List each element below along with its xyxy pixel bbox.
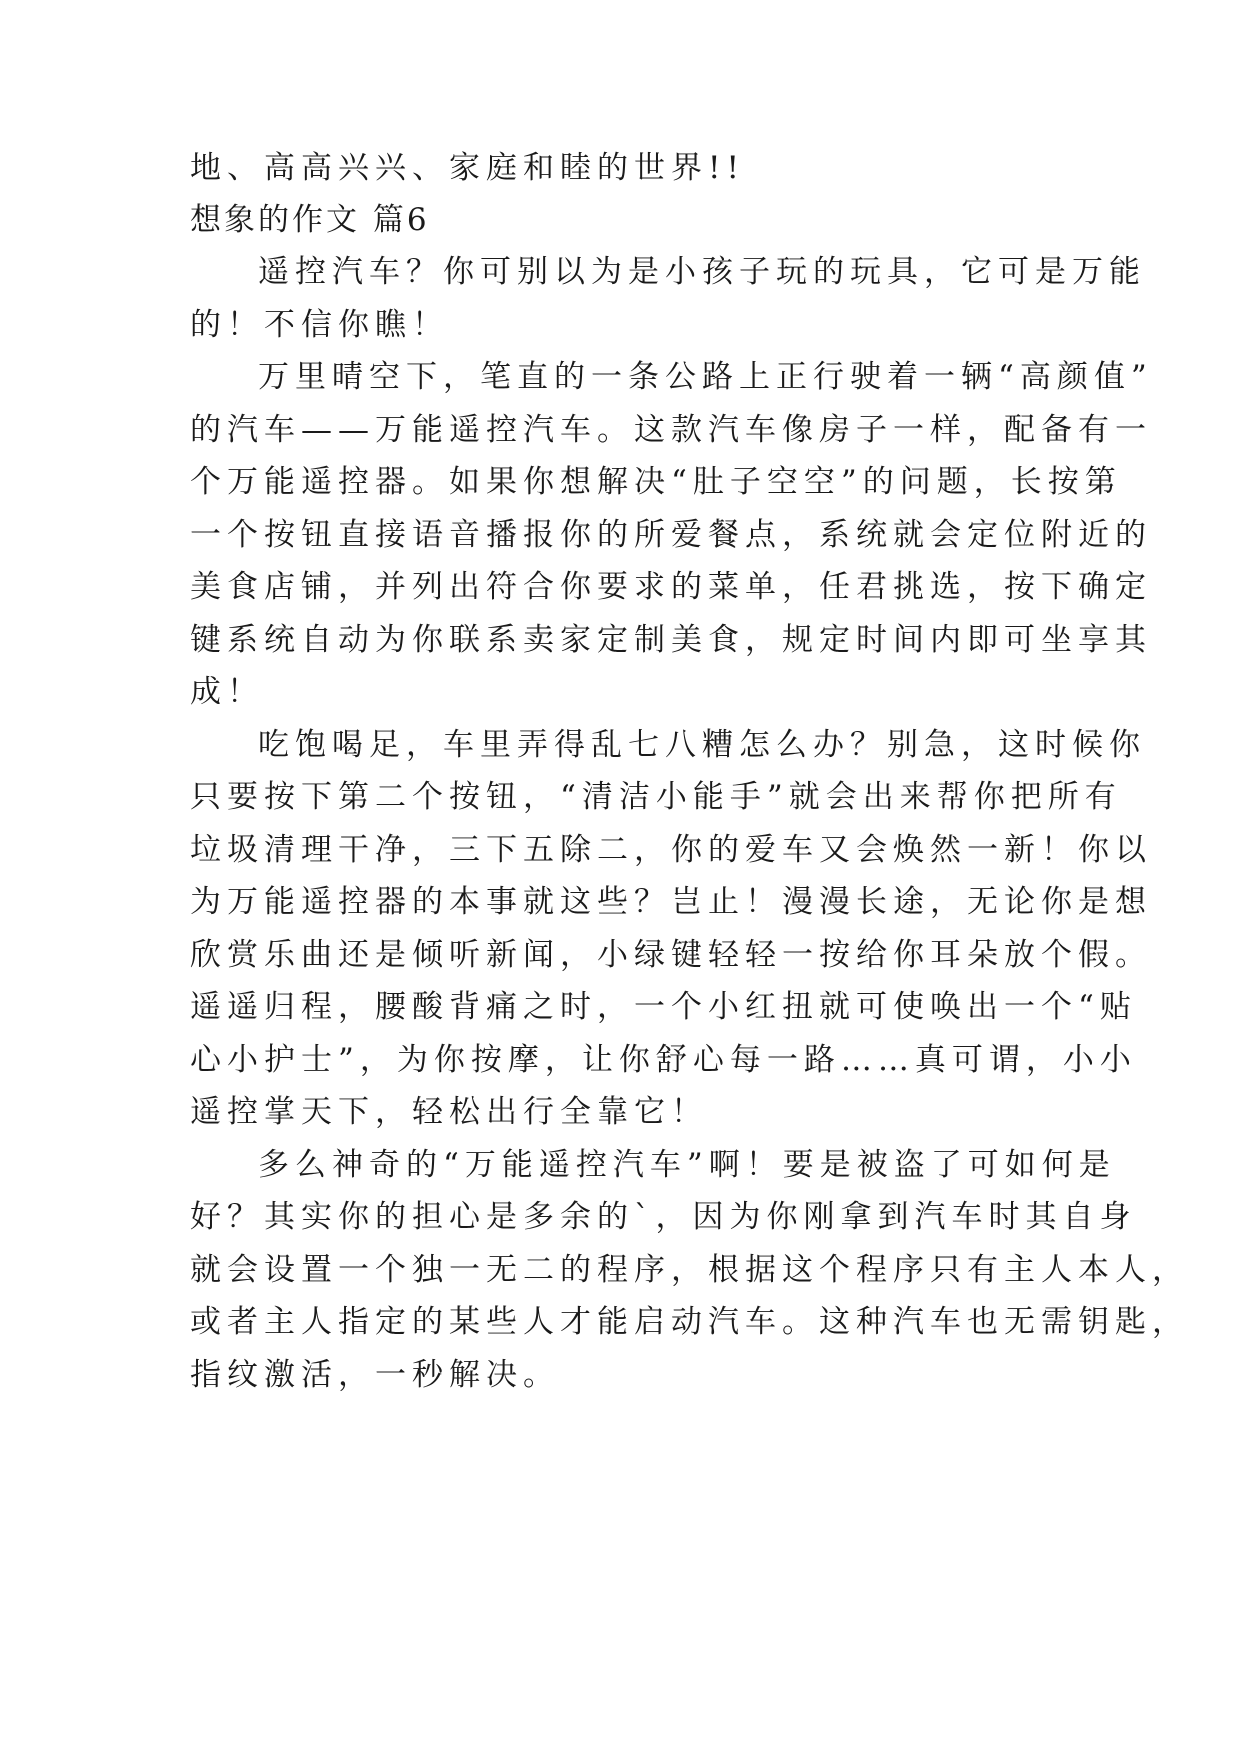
text-line: 地、高高兴兴、家庭和睦的世界!! bbox=[190, 150, 745, 186]
text-line: 心小护士”，为你按摩，让你舒心每一路……真可谓，小小 bbox=[190, 1042, 1137, 1078]
text-line: 一个按钮直接语音播报你的所爱餐点，系统就会定位附近的 bbox=[190, 517, 1152, 553]
text-line: 只要按下第二个按钮，“清洁小能手”就会出来帮你把所有 bbox=[190, 779, 1122, 815]
text-line: 或者主人指定的某些人才能启动汽车。这种汽车也无需钥匙， bbox=[190, 1304, 1189, 1340]
text-line: 遥遥归程，腰酸背痛之时，一个小红扭就可使唤出一个“贴 bbox=[190, 989, 1137, 1025]
text-line: 万里晴空下，笔直的一条公路上正行驶着一辆“高颜值” bbox=[258, 359, 1153, 395]
text-line: 个万能遥控器。如果你想解决“肚子空空”的问题，长按第 bbox=[190, 464, 1122, 500]
text-line: 就会设置一个独一无二的程序，根据这个程序只有主人本人， bbox=[190, 1252, 1189, 1288]
text-line: 垃圾清理干净，三下五除二，你的爱车又会焕然一新！你以 bbox=[190, 832, 1152, 868]
text-line: 键系统自动为你联系卖家定制美食，规定时间内即可坐享其 bbox=[190, 622, 1152, 658]
text-line: 美食店铺，并列出符合你要求的菜单，任君挑选，按下确定 bbox=[190, 569, 1152, 605]
section-heading: 想象的作文 篇6 bbox=[190, 202, 430, 238]
text-line: 的！不信你瞧！ bbox=[190, 307, 449, 343]
text-line: 为万能遥控器的本事就这些？岂止！漫漫长途，无论你是想 bbox=[190, 884, 1152, 920]
text-line: 成！ bbox=[190, 674, 264, 710]
text-line: 好？其实你的担心是多余的`，因为你刚拿到汽车时其自身 bbox=[190, 1199, 1137, 1235]
text-line: 遥控汽车？你可别以为是小孩子玩的玩具，它可是万能 bbox=[258, 254, 1146, 290]
text-line: 多么神奇的“万能遥控汽车”啊！要是被盗了可如何是 bbox=[258, 1147, 1116, 1183]
text-line: 指纹激活，一秒解决。 bbox=[190, 1357, 560, 1393]
text-line: 吃饱喝足，车里弄得乱七八糟怎么办？别急，这时候你 bbox=[258, 727, 1146, 763]
text-line: 遥控掌天下，轻松出行全靠它！ bbox=[190, 1094, 708, 1130]
text-line: 的汽车——万能遥控汽车。这款汽车像房子一样，配备有一 bbox=[190, 412, 1152, 448]
text-line: 欣赏乐曲还是倾听新闻，小绿键轻轻一按给你耳朵放个假。 bbox=[190, 937, 1152, 973]
